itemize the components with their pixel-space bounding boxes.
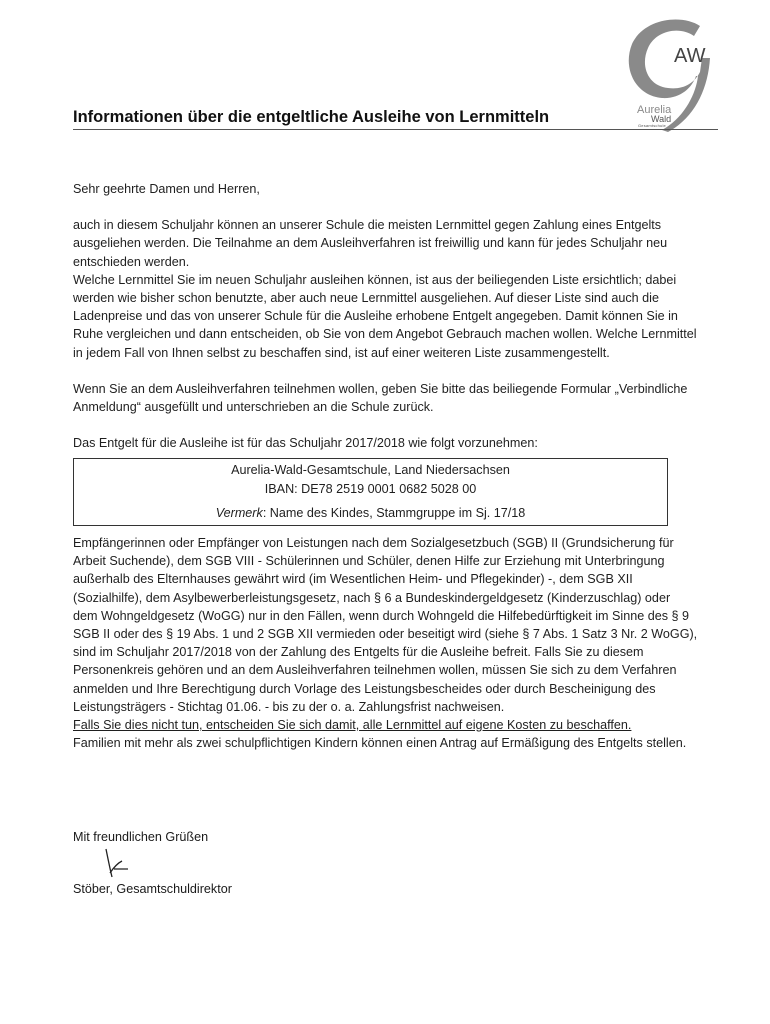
payment-recipient: Aurelia-Wald-Gesamtschule, Land Niedersachsen	[231, 463, 510, 478]
payment-iban: IBAN: DE78 2519 0001 0682 5028 00	[264, 481, 477, 496]
payment-vermerk	[74, 504, 667, 522]
logo-text-aurelia: Aurelia	[637, 104, 672, 116]
closing: Mit freundlichen Grüßen	[73, 830, 209, 844]
document-title: Informationen über die entgeltliche Ausleihe von Lernmitteln	[73, 108, 550, 126]
paragraph-intro: auch in diesem Schuljahr können an unserer Schule die meisten Lernmittel gegen Zahlung eines Entgelts ausgeliehen werden. Die Teilnahme an dem Ausleihverfahren ist freiwillig und kann für jedes Schuljahr neu entschieden werden.	[73, 218, 668, 269]
paragraph-payment: Das Entgelt für die Ausleihe ist für das Schuljahr 2017/2018 wie folgt vorzunehmen:	[73, 436, 538, 451]
letter-body	[73, 180, 698, 752]
paragraph-exemption: Empfängerinnen oder Empfänger von Leistungen nach dem Sozialgesetzbuch (SGB) II (Grundsicherung für Arbeit Suchende), dem SGB VIII - Schülerinnen und Schüler, denen Hilfe zur Erziehung mit Unterbringung außerhalb des Elternhauses gewährt wird (im Wesentlichen Heim- und Pflegekinder) -, dem SGB XII (Sozialhilfe), dem Asylbewerberleistungsgesetz, nach § 6 a Bundeskindergeldgesetz (Kinderzuschlag) oder dem Wohngeldgesetz (WoGG) nur in den Fällen, wenn durch Wohngeld die Hilfebedürftigkeit im Sinne des § 9 SGB II oder des § 19 Abs. 1 und 2 SGB XII vermieden oder beseitigt wird (siehe § 7 Abs. 1 Satz 3 Nr. 2 WoGG), sind im Schuljahr 2017/2018 von der Zahlung des Entgelts für die Ausleihe befreit. Falls Sie zu diesem Personenkreis gehören und an dem Ausleihverfahren teilnehmen wollen, müssen Sie sich zu dem Verfahren anmelden und Ihre Berechtigung durch Vorlage des Leistungsbescheides oder durch Bescheinigung des Leistungsträgers - Stichtag 01.06. - bis zu der o. a. Zahlungsfrist nachweisen.	[73, 536, 698, 714]
paragraph-warning: Falls Sie dies nicht tun, entscheiden Sie sich damit, alle Lernmittel auf eigene Kosten zu beschaffen.	[73, 718, 632, 733]
signature	[98, 843, 138, 883]
vermerk-label: Vermerk	[215, 505, 263, 520]
vermerk-text: : Name des Kindes, Stammgruppe im Sj. 17/18	[262, 505, 526, 520]
paragraph-registration: Wenn Sie an dem Ausleihverfahren teilnehmen wollen, geben Sie bitte das beiliegende Formular „Verbindliche Anmeldung“ ausgefüllt und unterschrieben an die Schule zurück.	[73, 381, 688, 415]
payment-box	[73, 458, 668, 526]
logo-text-gesamtschule: Gesamtschule	[638, 123, 666, 128]
school-logo	[622, 14, 722, 134]
title-rule	[73, 129, 718, 130]
paragraph-lists: Welche Lernmittel Sie im neuen Schuljahr ausleihen können, ist aus der beiliegenden Liste ersichtlich; dabei werden wie bisher schon benutzte, aber auch neue Lernmittel ausgeliehen. Auf dieser Liste sind auch die Ladenpreise und das von unserer Schule für die Ausleihe erhobene Entgelt angegeben. Damit können Sie in Ruhe vergleichen und dann entscheiden, ob Sie von dem Angebot Gebrauch machen wollen. Welche Lernmittel in jedem Fall von Ihnen selbst zu beschaffen sind, ist auf einer weiteren Liste zusammengestellt.	[73, 272, 697, 360]
logo-text-wald: Wald	[651, 114, 672, 124]
signer: Stöber, Gesamtschuldirektor	[73, 882, 232, 896]
salutation: Sehr geehrte Damen und Herren,	[73, 182, 260, 196]
svg-text:AW: AW	[674, 45, 706, 67]
paragraph-reduction: Familien mit mehr als zwei schulpflichtigen Kindern können einen Antrag auf Ermäßigung des Entgelts stellen.	[73, 736, 687, 751]
